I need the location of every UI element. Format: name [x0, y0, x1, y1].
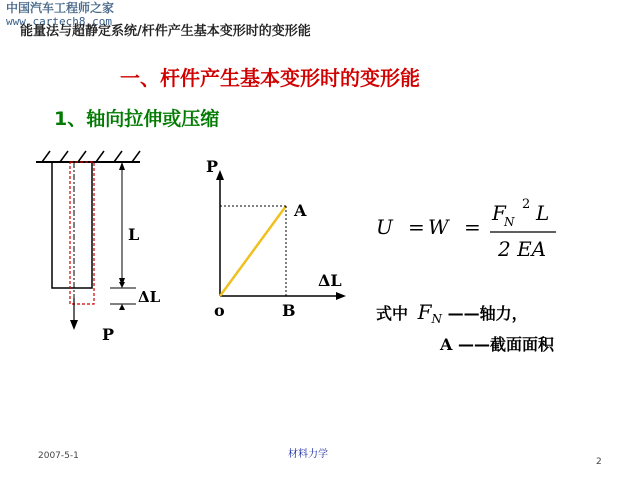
bar-tension-diagram	[30, 148, 180, 348]
formula-num-sub: N	[504, 215, 515, 229]
force-arrow-icon	[70, 320, 78, 330]
load-line	[220, 206, 286, 296]
point-b-label: B	[282, 301, 296, 320]
note-fn-sub: N	[431, 312, 442, 327]
formula-eq1: =	[408, 215, 425, 239]
origin-label: o	[214, 301, 225, 320]
footer-course: 材料力学	[288, 449, 328, 460]
watermark-text: 中国汽车工程师之家	[6, 1, 115, 15]
formula-lhs: U	[376, 215, 393, 239]
note-a-symbol: A	[440, 335, 453, 354]
note-fn-desc: ——轴力，	[447, 304, 528, 323]
force-label: P	[102, 325, 115, 344]
delta-length-label: ΔL	[138, 288, 161, 306]
y-axis-label: P	[206, 157, 219, 176]
note-axial-force	[376, 300, 528, 326]
section-subtitle: 1、轴向拉伸或压缩	[54, 108, 220, 130]
slide-title: 一、杆件产生基本变形时的变形能	[120, 66, 420, 90]
footer-date: 2007-5-1	[38, 451, 79, 461]
note-a-desc: ——截面面积	[458, 335, 555, 354]
slide-header: 能量法与超静定系统/杆件产生基本变形时的变形能	[20, 24, 311, 39]
note-fn-symbol: F	[417, 300, 432, 324]
energy-formula	[370, 192, 570, 262]
formula-num-sup: 2	[522, 197, 531, 212]
point-a-label: A	[294, 201, 307, 220]
support-hatching	[42, 151, 140, 162]
bar-body	[52, 162, 92, 288]
formula-num-l: L	[536, 201, 550, 225]
note-area	[440, 332, 554, 355]
formula-eq2: =	[464, 215, 481, 239]
x-axis-arrow-icon	[336, 292, 346, 300]
note-prefix: 式中	[376, 304, 409, 323]
footer-page-number: 2	[596, 457, 602, 467]
formula-mid: W	[428, 215, 449, 239]
load-deformation-graph	[200, 150, 355, 325]
x-axis-label: ΔL	[318, 271, 342, 290]
formula-denominator: 2 EA	[498, 237, 547, 261]
length-label: L	[128, 225, 140, 244]
formula-num-f: F	[492, 201, 506, 225]
watermark-url: www.cartech8.com	[6, 15, 112, 28]
